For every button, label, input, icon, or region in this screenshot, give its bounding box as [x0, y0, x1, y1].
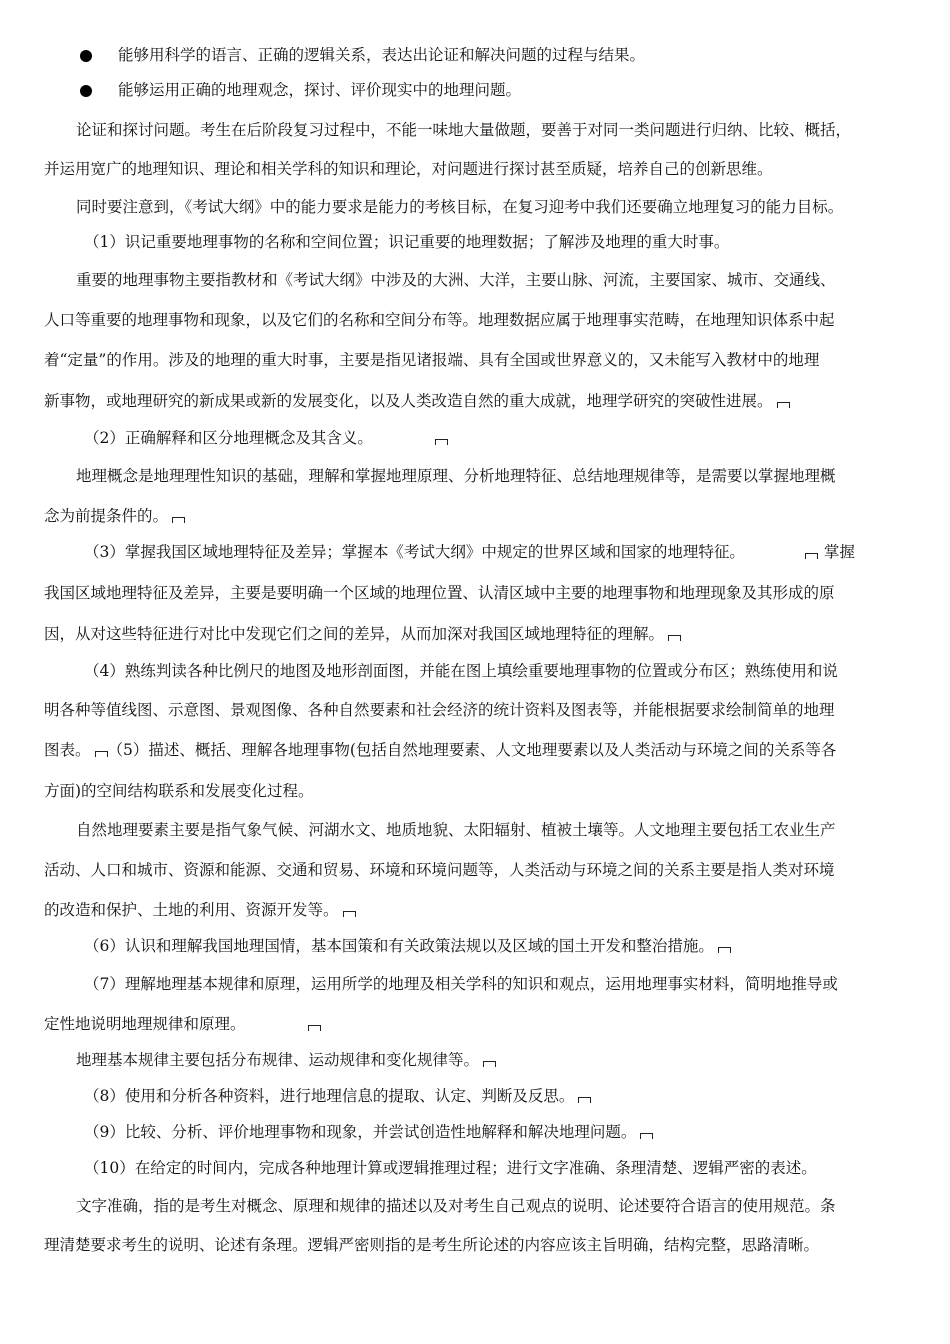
paragraph-line: 自然地理要素主要是指气象气候、河湖水文、地质地貌、太阳辐射、植被土壤等。人文地理主要包括工农业生产: [76, 821, 836, 839]
paragraph-text: 图表。: [44, 741, 91, 759]
paragraph-mark-icon: [578, 1097, 591, 1103]
paragraph-text: 念为前提条件的。: [44, 507, 169, 525]
paragraph-text: 的改造和保护、土地的利用、资源开发等。: [44, 901, 339, 919]
paragraph-mark-icon: [308, 1025, 321, 1031]
paragraph-line: [44, 740, 910, 760]
bullet-line: 能够运用正确的地理观念，探讨、评价现实中的地理问题。: [118, 81, 522, 99]
paragraph-mark-icon: [718, 947, 731, 953]
paragraph-line: [44, 391, 910, 411]
item-heading-3: [84, 542, 950, 562]
paragraph-line: 并运用宽广的地理知识、理论和相关学科的知识和理论，对问题进行探讨甚至质疑，培养自己的创新思维。: [44, 160, 773, 178]
paragraph-line: [44, 900, 910, 920]
paragraph-mark-icon: [777, 402, 790, 408]
paragraph-text: 掌握: [823, 543, 855, 561]
item-heading-9: [84, 1122, 950, 1142]
paragraph-mark-icon: [483, 1061, 496, 1067]
item-heading-10: （10）在给定的时间内，完成各种地理计算或逻辑推理过程；进行文字准确、条理清楚、逻辑严密的表述。: [84, 1159, 817, 1177]
paragraph-mark-icon: [435, 439, 448, 445]
item-heading-text: （2）正确解释和区分地理概念及其含义。: [84, 429, 373, 447]
paragraph-line: 理清楚要求考生的说明、论述有条理。逻辑严密则指的是考生所论述的内容应该主旨明确，结构完整，思路清晰。: [44, 1236, 820, 1254]
item-heading-1: （1）识记重要地理事物的名称和空间位置；识记重要的地理数据；了解涉及地理的重大时事。: [84, 233, 730, 251]
paragraph-mark-icon: [668, 635, 681, 641]
item-heading-text: （3）掌握我国区域地理特征及差异；掌握本《考试大纲》中规定的世界区域和国家的地理特征。: [84, 543, 745, 561]
paragraph-line: 方面)的空间结构联系和发展变化过程。: [44, 782, 314, 800]
paragraph-line: 论证和探讨问题。考生在后阶段复习过程中，不能一味地大量做题，要善于对同一类问题进行归纳、比较、概括，: [76, 121, 852, 139]
item-heading-text: （9）比较、分析、评价地理事物和现象，并尝试创造性地解释和解决地理问题。: [84, 1123, 637, 1141]
paragraph-line: [44, 506, 910, 526]
paragraph-mark-icon: [95, 751, 108, 757]
item-heading-6: [84, 936, 950, 956]
paragraph-line: [44, 624, 910, 644]
item-heading-7: （7）理解地理基本规律和原理，运用所学的地理及相关学科的知识和观点，运用地理事实材料，简明地推导或: [84, 975, 838, 993]
paragraph-mark-icon: [640, 1133, 653, 1139]
bullet-icon: [80, 50, 92, 62]
item-heading-5: （5）描述、概括、理解各地理事物(包括自然地理要素、人文地理要素以及人类活动与环境之间的关系等各: [107, 741, 837, 759]
paragraph-line: 人口等重要的地理事物和现象，以及它们的名称和空间分布等。地理数据应属于地理事实范畴，在地理知识体系中起: [44, 311, 835, 329]
paragraph-mark-icon: [172, 517, 185, 523]
item-heading-text: （8）使用和分析各种资料，进行地理信息的提取、认定、判断及反思。: [84, 1087, 575, 1105]
paragraph-line: [76, 1050, 942, 1070]
paragraph-mark-icon: [343, 911, 356, 917]
bullet-icon: [80, 85, 92, 97]
paragraph-line: 地理概念是地理理性知识的基础，理解和掌握地理原理、分析地理特征、总结地理规律等，是需要以掌握地理概: [76, 467, 836, 485]
paragraph-line: 活动、人口和城市、资源和能源、交通和贸易、环境和环境问题等，人类活动与环境之间的关系主要是指人类对环境: [44, 861, 835, 879]
item-heading-text: （6）认识和理解我国地理国情，基本国策和有关政策法规以及区域的国土开发和整治措施。: [84, 937, 714, 955]
paragraph-text: 地理基本规律主要包括分布规律、运动规律和变化规律等。: [76, 1051, 480, 1069]
paragraph-text: 定性地说明地理规律和原理。: [44, 1015, 246, 1033]
paragraph-text: 因，从对这些特征进行对比中发现它们之间的差异，从而加深对我国区域地理特征的理解。: [44, 625, 665, 643]
paragraph-line: [44, 1014, 910, 1034]
paragraph-line: 重要的地理事物主要指教材和《考试大纲》中涉及的大洲、大洋，主要山脉、河流，主要国家、城市、交通线、: [76, 271, 836, 289]
paragraph-text: 新事物，或地理研究的新成果或新的发展变化，以及人类改造自然的重大成就，地理学研究的突破性进展。: [44, 392, 773, 410]
item-heading-4: （4）熟练判读各种比例尺的地图及地形剖面图，并能在图上填绘重要地理事物的位置或分布区；熟练使用和说: [84, 662, 838, 680]
paragraph-line: 同时要注意到，《考试大纲》中的能力要求是能力的考核目标，在复习迎考中我们还要确立地理复习的能力目标。: [76, 198, 844, 216]
paragraph-line: 明各种等值线图、示意图、景观图像、各种自然要素和社会经济的统计资料及图表等，并能根据要求绘制简单的地理: [44, 701, 835, 719]
paragraph-mark-icon: [805, 553, 818, 559]
paragraph-line: 着“定量”的作用。涉及的地理的重大时事，主要是指见诸报端、具有全国或世界意义的，又未能写入教材中的地理: [44, 351, 820, 369]
item-heading-2: [84, 428, 950, 448]
item-heading-8: [84, 1086, 950, 1106]
paragraph-line: 文字准确，指的是考生对概念、原理和规律的描述以及对考生自己观点的说明、论述要符合语言的使用规范。条: [76, 1197, 836, 1215]
bullet-line: 能够用科学的语言、正确的逻辑关系，表达出论证和解决问题的过程与结果。: [118, 46, 646, 64]
paragraph-line: 我国区域地理特征及差异，主要是要明确一个区域的地理位置、认清区域中主要的地理事物和地理现象及其形成的原: [44, 584, 835, 602]
